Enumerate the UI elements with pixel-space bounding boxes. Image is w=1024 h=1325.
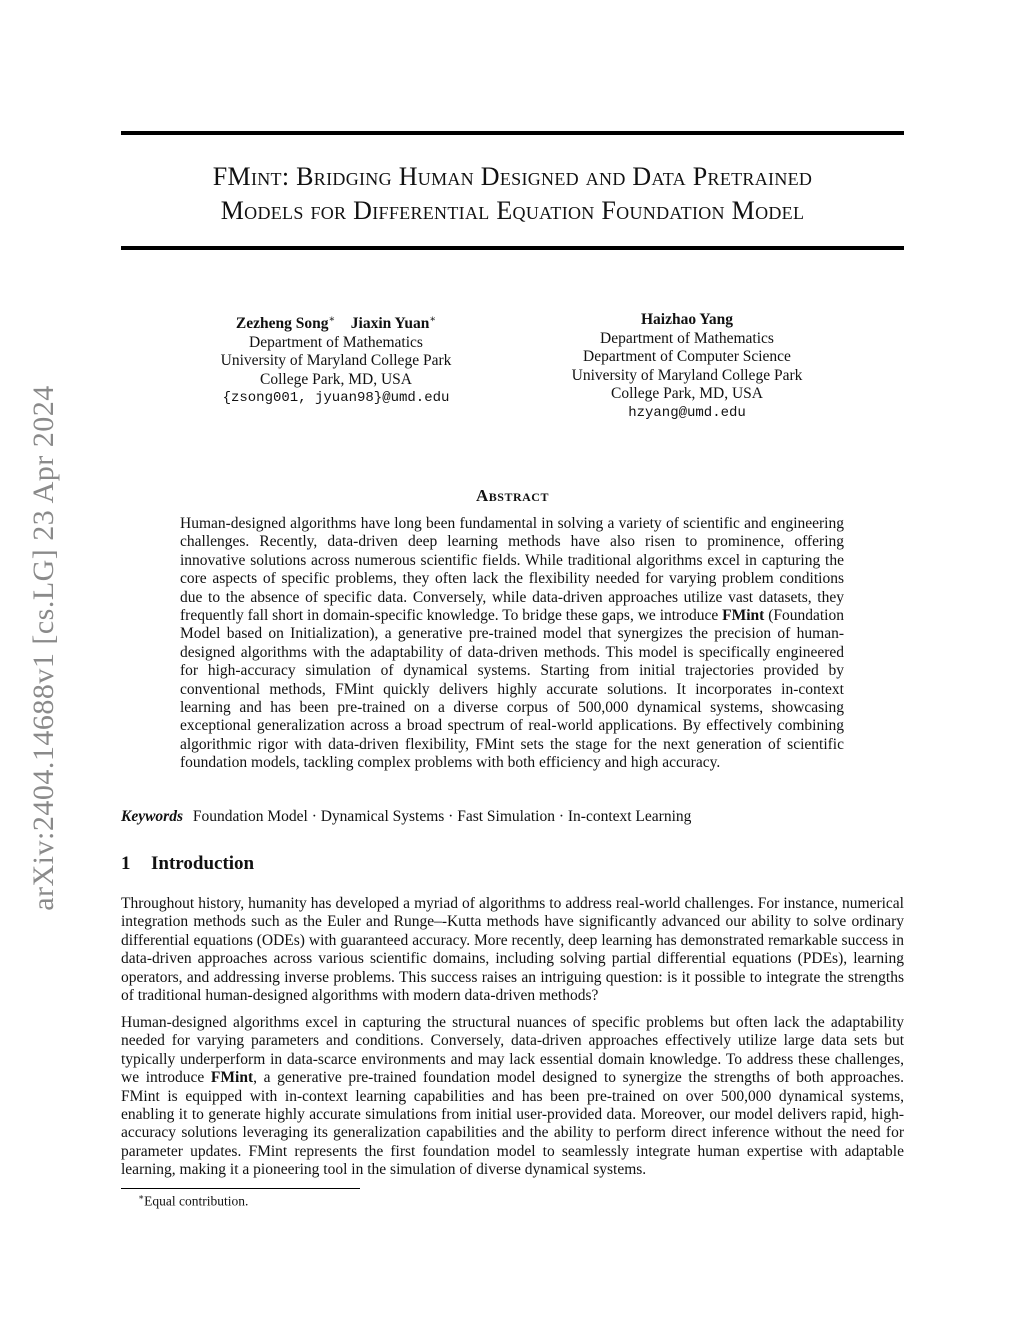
arxiv-stamp-text: arXiv:2404.14688v1 [cs.LG] 23 Apr 2024 (27, 385, 60, 911)
title-rule-top (121, 131, 904, 135)
section-title: Introduction (151, 853, 255, 874)
abstract-text-2: (Foundation Model based on Initialization), a generative pre-trained model that synergizes the precision of human-designed algorithms with the adaptability of data-driven methods. This model is specifically engineered for high-accuracy simulation of dynamical systems. Starting from initial trajectories provided by conventional methods, FMint quickly delivers highly accurate solutions. It incorporates in-context learning and has been pre-trained on a diverse corpus of 500,000 dynamical systems, showcasing exceptional generalization across a broad spectrum of real-world applications. By effectively combining algorithmic rigor with data-driven flexibility, FMint sets the stage for the next generation of scientific foundation models, tackling complex problems with both efficiency and high accuracy. (180, 607, 844, 772)
intro-p2-text-2: , a generative pre-trained foundation model designed to synergize the strengths of both approaches. FMint is equipped with in-context learning capabilities and has been pre-trained on over 500,000 dynamical systems, enabling it to generate highly accurate simulations from initial user-provided data. Moreover, our model delivers rapid, high-accuracy solutions leveraging its generalization capabilities and the ability to perform direct inference without the need for parameter updates. FMint represents the first foundation model to seamlessly integrate human expertise with adaptable learning, making it a pioneering tool in the simulation of diverse dynamical systems. (121, 1069, 905, 1179)
section-heading (121, 853, 254, 875)
paper-title-line-1: FMint: Bridging Human Designed and Data Pretrained (212, 162, 813, 191)
author-university: University of Maryland College Park (220, 352, 452, 370)
abstract-heading: Abstract (476, 486, 549, 505)
equal-contribution-mark: ∗ (328, 314, 336, 325)
intro-model-name: FMint (210, 1069, 254, 1087)
abstract-model-name: FMint (722, 607, 765, 625)
author-department-1: Department of Mathematics (600, 329, 774, 347)
intro-p2-text-1: Human-designed algorithms excel in capturing the structural nuances of specific problems but often lack the adaptability needed for varying parameters and conditions. Conversely, data-driven approaches effectively utilize large data sets but typically underperform in data-scarce environments and may lack essential domain knowledge. To address these challenges, we introduce (121, 1014, 904, 1087)
author-location: College Park, MD, USA (260, 370, 412, 388)
footnote-mark: ∗ (138, 1192, 145, 1202)
author-block-left (186, 311, 486, 408)
intro-paragraph-1: Throughout history, humanity has developed a myriad of algorithms to address real-world challenges. For instance, numerical integration methods such as the Euler and Runge–-Kutta methods have significantly advanced our ability to solve ordinary differential equations (ODEs) with guaranteed accuracy. More recently, deep learning has demonstrated remarkable success in data-driven approaches across various scientific domains, including solving partial differential equations (PDEs), learning operators, and addressing inverse problems. This success raises an intriguing question: is it possible to integrate the strengths of traditional human-designed algorithms with modern data-driven methods? (121, 895, 904, 1005)
keywords (121, 808, 904, 826)
author-name-3: Haizhao Yang (640, 311, 733, 328)
author-department-2: Department of Computer Science (583, 348, 791, 365)
author-department: Department of Mathematics (249, 333, 423, 351)
equal-contribution-mark: ∗ (429, 314, 437, 325)
title-rule-bottom (121, 246, 904, 250)
intro-paragraph-2 (121, 1014, 904, 1180)
author-block-right (537, 311, 837, 422)
author-name-2: Jiaxin Yuan (350, 315, 430, 333)
author-location: College Park, MD, USA (611, 385, 763, 402)
footnote-rule (121, 1188, 360, 1189)
section-number: 1 (121, 853, 131, 874)
author-email: {zsong001, jyuan98}@umd.edu (222, 390, 450, 407)
author-email: hzyang@umd.edu (628, 404, 746, 421)
abstract-body (180, 515, 844, 773)
author-university: University of Maryland College Park (571, 366, 803, 384)
author-name-1: Zezheng Song (235, 315, 329, 333)
footnote (138, 1192, 248, 1210)
keywords-label: Keywords (121, 808, 183, 825)
footnote-text: Equal contribution. (144, 1193, 249, 1209)
paper-title-line-2: Models for Differential Equation Foundation Model (220, 196, 805, 225)
author-names (186, 311, 486, 334)
keywords-list: Foundation Model · Dynamical Systems · Fast Simulation · In-context Learning (192, 808, 692, 825)
abstract-text-1: Human-designed algorithms have long been fundamental in solving a variety of scientific and engineering challenges. Recently, data-driven deep learning methods have also risen to prominence, offering innovative solutions across numerous scientific fields. While traditional algorithms excel in capturing the core aspects of specific problems, they often lack the flexibility needed for varying problem conditions due to the absence of specific data. Conversely, while data-driven approaches utilize vast datasets, they frequently fall short in domain-specific knowledge. To bridge these gaps, we introduce (180, 515, 844, 625)
